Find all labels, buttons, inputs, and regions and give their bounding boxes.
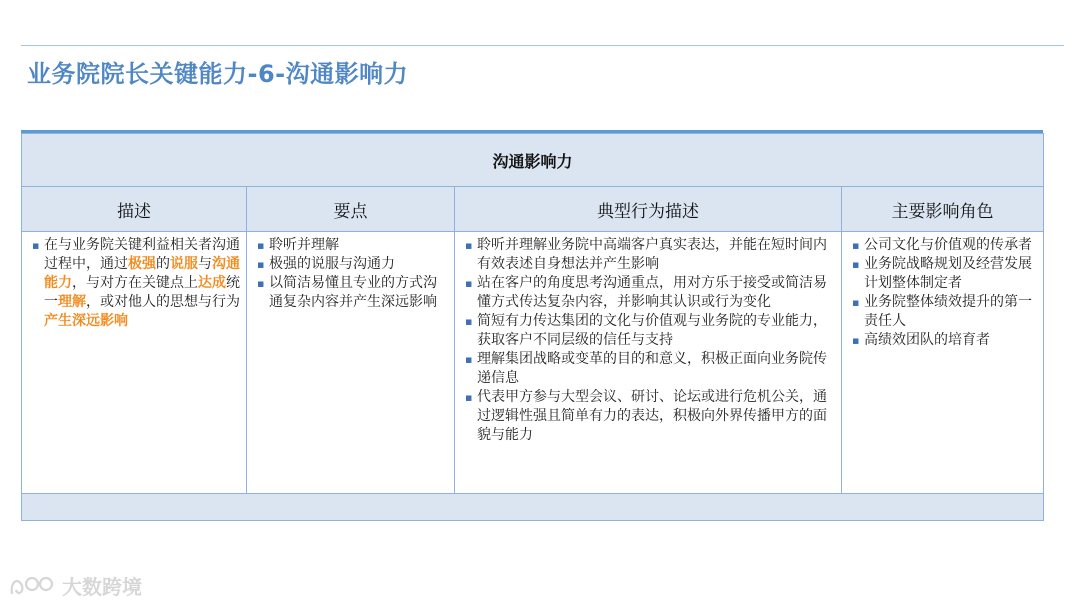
description-text: 的 [156,256,170,272]
description-cell [22,232,247,494]
highlight-text: 理解 [58,294,86,310]
highlight-text: 说服 [170,256,198,272]
highlight-text: 达成 [198,275,226,291]
key-point-item: ▪ 聆听并理解 [257,236,448,255]
highlight-text: 产生深远影响 [44,313,128,329]
top-divider [21,45,1064,46]
description-text: 与 [198,256,212,272]
column-header-description: 描述 [22,187,247,232]
role-item: ▪ 业务院整体绩效提升的第一责任人 [852,293,1037,331]
key-points-cell [247,232,455,494]
description-text: ，与对方在关键点上 [72,275,198,291]
description-text: 在与业务院关键利益相关者沟通过程中，通过 [44,237,240,272]
watermark [8,571,142,600]
table-footer-band [22,494,1044,521]
highlight-text: 沟通能力 [44,256,240,291]
slide-title: 业务院院长关键能力-6-沟通影响力 [27,60,409,88]
highlight-text: 极强 [128,256,156,272]
behaviors-cell [455,232,842,494]
competency-table [21,130,1043,521]
description-item [32,236,240,331]
behavior-item: ▪ 理解集团战略或变革的目的和意义，积极正面向业务院传递信息 [465,350,835,388]
column-header-roles: 主要影响角色 [842,187,1044,232]
role-item: ▪ 高绩效团队的培育者 [852,331,1037,350]
behavior-item: ▪ 聆听并理解业务院中高端客户真实表达，并能在短时间内有效表述自身想法并产生影响 [465,236,835,274]
description-text: 统一 [44,275,240,310]
column-header-key-points: 要点 [247,187,455,232]
table-header: 沟通影响力 [22,134,1044,187]
key-point-item: ▪ 以简洁易懂且专业的方式沟通复杂内容并产生深远影响 [257,274,448,312]
role-item: ▪ 公司文化与价值观的传承者 [852,236,1037,255]
behavior-item: ▪ 代表甲方参与大型会议、研讨、论坛或进行危机公关，通过逻辑性强且简单有力的表达，积极向外界传播甲方的面貌与能力 [465,388,835,445]
behavior-item: ▪ 站在客户的角度思考沟通重点，用对方乐于接受或简洁易懂方式传达复杂内容，并影响其认识或行为变化 [465,274,835,312]
role-item: ▪ 业务院战略规划及经营发展计划整体制定者 [852,255,1037,293]
key-point-item: ▪ 极强的说服与沟通力 [257,255,448,274]
roles-cell [842,232,1044,494]
watermark-logo-icon [8,572,58,600]
behavior-item: ▪ 简短有力传达集团的文化与价值观与业务院的专业能力，获取客户不同层级的信任与支持 [465,312,835,350]
description-text: ，或对他人的思想与行为 [86,294,240,310]
column-header-behaviors: 典型行为描述 [455,187,842,232]
watermark-text: 大数跨境 [62,575,142,599]
